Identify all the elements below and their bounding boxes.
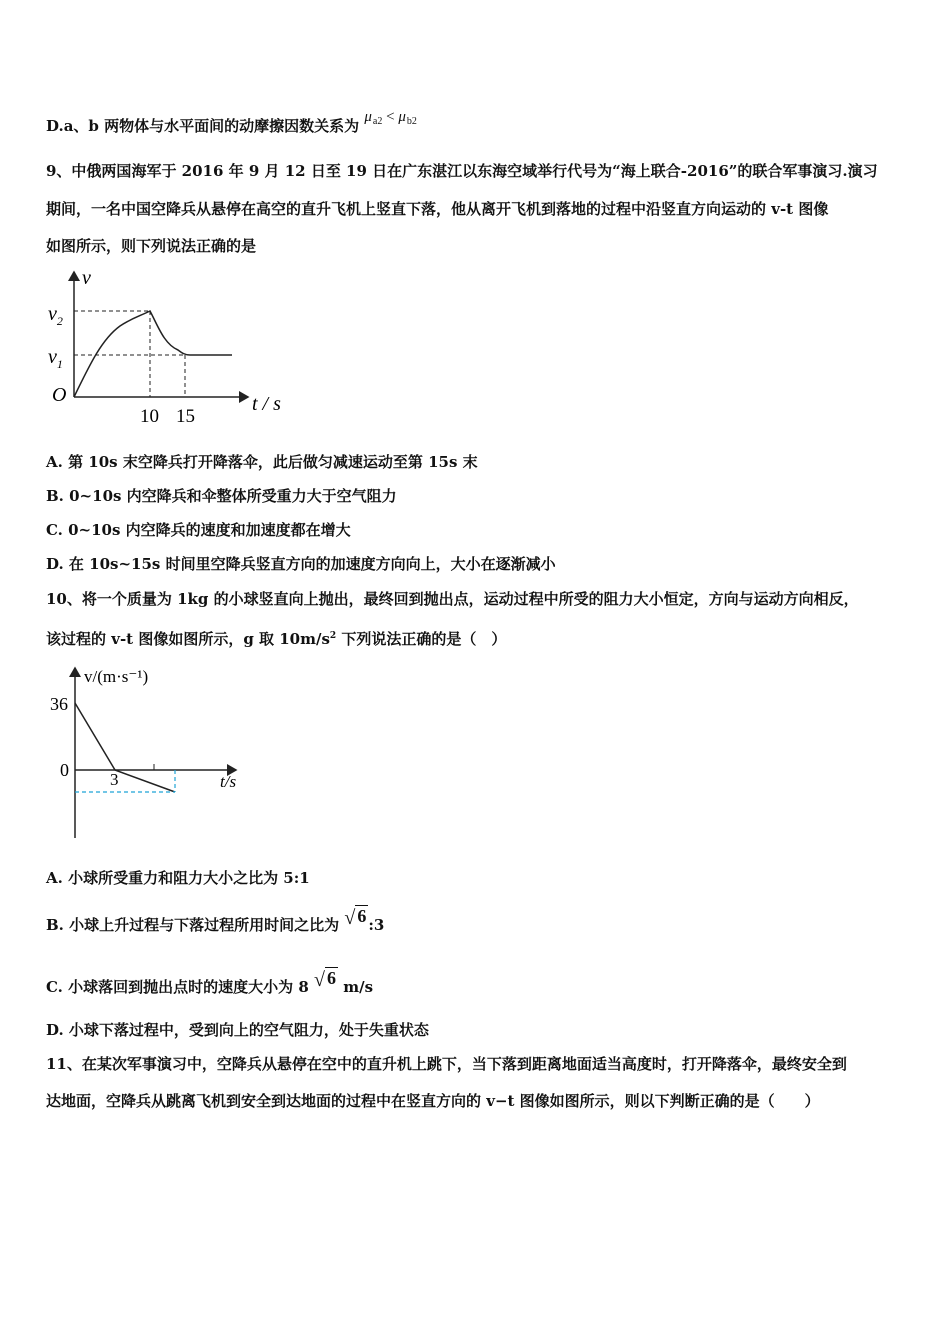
mu-b: μ	[398, 109, 406, 125]
mu-a: μ	[364, 109, 372, 125]
q9-line-1: 9、中俄两国海军于 2016 年 9 月 12 日至 19 日在广东湛江以东海空域举行代号为“海上联合-2016”的联合军事演习.演习	[46, 162, 878, 180]
q9-origin-label: O	[52, 384, 67, 406]
q9-ytick-v1: $v_1$	[48, 346, 63, 371]
less-than: <	[386, 109, 395, 125]
q10-y-label: v/(m·s⁻¹)	[84, 667, 149, 686]
q9-option-c: C. 0~10s 内空降兵的速度和加速度都在增大	[46, 521, 351, 539]
q10-ytick-0: 0	[60, 760, 69, 780]
mu-a-sub: a2	[372, 116, 383, 127]
q8-option-d	[46, 109, 417, 142]
q9-velocity-curve	[74, 311, 232, 397]
q10-line-2	[46, 626, 506, 649]
q11-line-2: 达地面，空降兵从跳离飞机到安全到达地面的过程中在竖直方向的 v−t 图像如图所示，则以下判断正确的是（ ）	[46, 1092, 820, 1110]
q10-option-c-post: m/s	[338, 978, 374, 996]
q10-ytick-36: 36	[50, 694, 68, 714]
q9-ytick-v2: $v_2$	[48, 303, 63, 328]
sqrt-6-b: √ 6	[344, 906, 367, 929]
q10-line-2a: 该过程的 v-t 图像如图所示，g 取 10m/s	[46, 630, 330, 648]
q9-option-b: B. 0~10s 内空降兵和伞整体所受重力大于空气阻力	[46, 487, 397, 505]
q10-line-2-sup: 2	[329, 631, 337, 641]
q10-option-d: D. 小球下落过程中，受到向上的空气阻力，处于失重状态	[46, 1021, 429, 1039]
q9-xtick-15: 15	[176, 406, 195, 427]
q10-vt-chart	[46, 660, 256, 842]
q10-descent-line	[115, 770, 175, 792]
q10-xtick-3: 3	[110, 770, 119, 789]
q9-line-2: 期间，一名中国空降兵从悬停在高空的直升飞机上竖直下落，他从离开飞机到落地的过程中沿竖直方向运动的 v-t 图像	[46, 200, 829, 218]
q10-line-2b: 下列说法正确的是（ ）	[336, 630, 507, 648]
q9-xtick-10: 10	[140, 406, 159, 427]
q9-vt-chart	[40, 264, 300, 434]
q11-line-1: 11、在某次军事演习中，空降兵从悬停在空中的直升机上跳下，当下落到距离地面适当高度时，打开降落伞，最终安全到	[46, 1055, 847, 1073]
q10-option-b-post: :3	[368, 916, 385, 934]
q9-y-label: v	[82, 267, 91, 289]
mu-b-sub: b2	[406, 116, 417, 127]
sqrt-6-b-arg: 6	[357, 906, 367, 926]
q10-option-b	[46, 906, 384, 936]
sqrt-6-c: √ 6	[314, 968, 336, 991]
friction-relation	[364, 109, 416, 125]
q10-line-1: 10、将一个质量为 1kg 的小球竖直向上抛出，最终回到抛出点，运动过程中所受的阻力大小恒定，方向与运动方向相反，	[46, 590, 859, 608]
q10-x-label: t/s	[220, 772, 237, 791]
q9-x-label: t / s	[252, 393, 281, 415]
q10-option-b-text: B. 小球上升过程与下落过程所用时间之比为	[46, 916, 340, 934]
q10-option-c	[46, 968, 373, 998]
q8-option-d-text: D.a、b 两物体与水平面间的动摩擦因数关系为	[46, 117, 360, 135]
q9-line-3: 如图所示，则下列说法正确的是	[46, 237, 257, 255]
q10-ascent-line	[75, 703, 115, 770]
q10-option-c-text: C. 小球落回到抛出点时的速度大小为 8	[46, 978, 309, 996]
q10-option-a: A. 小球所受重力和阻力大小之比为 5:1	[46, 869, 310, 887]
q9-option-a: A. 第 10s 末空降兵打开降落伞，此后做匀减速运动至第 15s 末	[46, 453, 478, 471]
sqrt-6-c-arg: 6	[327, 968, 336, 988]
q9-option-d: D. 在 10s~15s 时间里空降兵竖直方向的加速度方向向上，大小在逐渐减小	[46, 555, 556, 573]
